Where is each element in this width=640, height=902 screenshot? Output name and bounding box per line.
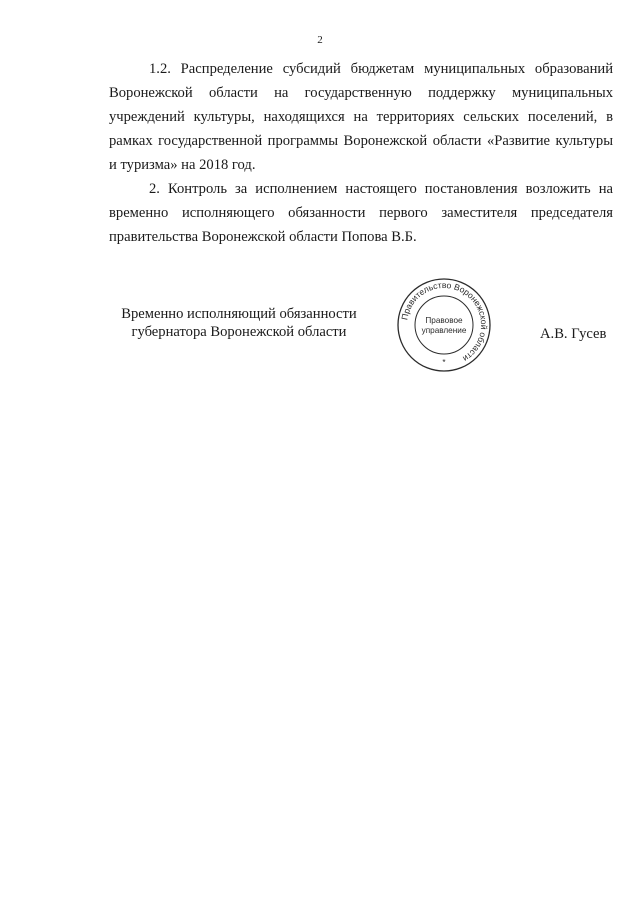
document-body bbox=[109, 57, 613, 249]
signer-position bbox=[109, 305, 369, 341]
stamp-center-line-2: управление bbox=[421, 326, 467, 335]
signer-position-line-2: губернатора Воронежской области bbox=[131, 324, 347, 340]
paragraph-2: 2. Контроль за исполнением настоящего постановления возложить на временно исполняющего обязанности первого заместителя председателя правительства Воронежской области Попова В.Б. bbox=[109, 181, 613, 245]
signer-position-line-1: Временно исполняющий обязанности bbox=[121, 306, 357, 322]
page-number: 2 bbox=[317, 34, 323, 46]
stamp-inner-ring bbox=[415, 296, 473, 354]
stamp-star-mark: * bbox=[442, 358, 446, 367]
stamp-ring-text: Правительство Воронежской области bbox=[399, 279, 490, 364]
paragraph-1-2: 1.2. Распределение субсидий бюджетам муниципальных образований Воронежской области на государственную поддержку муниципальных учреждений культуры, находящихся на территориях сельских поселений, в рамках государственной программы Воронежской области «Развитие культуры и туризма» на 2018 год. bbox=[109, 61, 613, 173]
signer-name: А.В. Гусев bbox=[540, 326, 607, 342]
legal-department-stamp bbox=[395, 276, 493, 374]
stamp-center-line-1: Правовое bbox=[425, 316, 463, 325]
